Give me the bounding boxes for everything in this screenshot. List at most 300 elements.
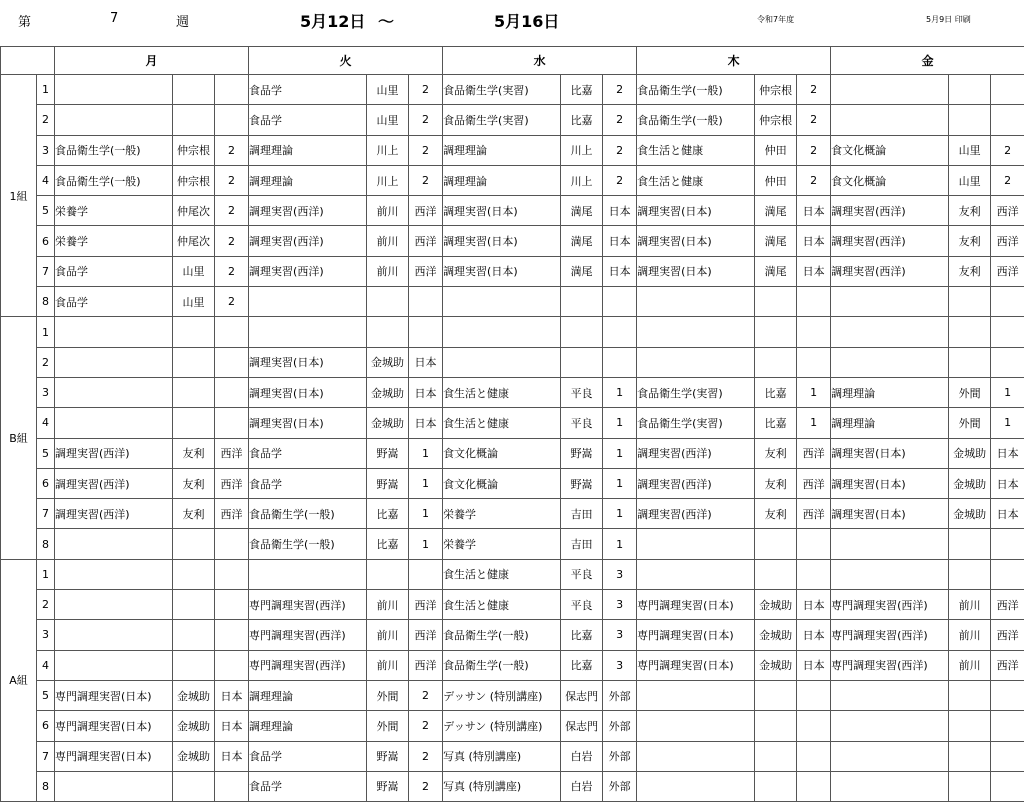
subject-cell — [55, 590, 173, 620]
subject-cell: 調理理論 — [249, 680, 367, 710]
day-header: 金 — [831, 47, 1024, 75]
subject-cell: 栄養学 — [443, 529, 561, 559]
teacher-cell — [173, 75, 215, 105]
room-cell — [215, 75, 249, 105]
teacher-cell: 山里 — [173, 287, 215, 317]
subject-cell: 栄養学 — [443, 499, 561, 529]
teacher-cell: 保志門 — [561, 711, 603, 741]
period-number: 2 — [37, 105, 55, 135]
day-header: 水 — [443, 47, 637, 75]
teacher-cell: 野嵩 — [561, 468, 603, 498]
teacher-cell: 金城助 — [755, 590, 797, 620]
room-cell: 日本 — [797, 590, 831, 620]
subject-cell: 調理実習(西洋) — [831, 196, 949, 226]
teacher-cell — [173, 529, 215, 559]
subject-cell: 食文化概論 — [831, 165, 949, 195]
subject-cell: 調理実習(日本) — [443, 196, 561, 226]
teacher-cell: 友利 — [949, 226, 991, 256]
subject-cell: 調理理論 — [831, 408, 949, 438]
subject-cell: 食品衛生学(一般) — [249, 529, 367, 559]
subject-cell: 調理実習(日本) — [443, 226, 561, 256]
subject-cell: 食品衛生学(一般) — [249, 499, 367, 529]
teacher-cell — [561, 317, 603, 347]
subject-cell: 食品学 — [249, 105, 367, 135]
room-cell: 西洋 — [991, 590, 1024, 620]
subject-cell: 専門調理実習(西洋) — [249, 590, 367, 620]
room-cell: 日本 — [215, 741, 249, 771]
teacher-cell: 金城助 — [173, 741, 215, 771]
room-cell — [991, 317, 1024, 347]
room-cell: 2 — [409, 135, 443, 165]
teacher-cell — [561, 347, 603, 377]
period-number: 1 — [37, 75, 55, 105]
subject-cell — [637, 771, 755, 801]
subject-cell — [637, 529, 755, 559]
subject-cell — [637, 287, 755, 317]
subject-cell: 専門調理実習(西洋) — [831, 620, 949, 650]
teacher-cell: 外間 — [367, 680, 409, 710]
subject-cell: 専門調理実習(日本) — [55, 741, 173, 771]
subject-cell: 専門調理実習(日本) — [637, 590, 755, 620]
room-cell: 西洋 — [409, 226, 443, 256]
room-cell: 2 — [603, 165, 637, 195]
room-cell: 2 — [409, 771, 443, 801]
room-cell: 2 — [409, 680, 443, 710]
period-number: 5 — [37, 196, 55, 226]
room-cell: 2 — [409, 105, 443, 135]
teacher-cell: 金城助 — [755, 650, 797, 680]
room-cell: 3 — [603, 650, 637, 680]
teacher-cell: 金城助 — [367, 377, 409, 407]
teacher-cell — [755, 347, 797, 377]
table-row — [1, 499, 1024, 529]
table-row — [1, 287, 1024, 317]
teacher-cell: 仲宗根 — [755, 105, 797, 135]
teacher-cell: 平良 — [561, 559, 603, 589]
room-cell: 西洋 — [991, 650, 1024, 680]
teacher-cell: 平良 — [561, 377, 603, 407]
subject-cell: 食品衛生学(実習) — [443, 105, 561, 135]
day-header-row — [1, 47, 1024, 75]
period-number: 2 — [37, 590, 55, 620]
room-cell — [797, 771, 831, 801]
teacher-cell: 比嘉 — [561, 75, 603, 105]
room-cell: 外部 — [603, 680, 637, 710]
teacher-cell: 比嘉 — [755, 377, 797, 407]
subject-cell: 調理実習(西洋) — [249, 196, 367, 226]
period-number: 5 — [37, 680, 55, 710]
subject-cell — [55, 529, 173, 559]
room-cell — [797, 559, 831, 589]
teacher-cell: 友利 — [755, 438, 797, 468]
teacher-cell: 前川 — [367, 590, 409, 620]
teacher-cell: 比嘉 — [561, 620, 603, 650]
room-cell — [603, 347, 637, 377]
subject-cell: 調理理論 — [249, 711, 367, 741]
teacher-cell — [173, 347, 215, 377]
teacher-cell: 満尾 — [755, 226, 797, 256]
teacher-cell — [949, 711, 991, 741]
room-cell: 西洋 — [409, 256, 443, 286]
room-cell — [215, 347, 249, 377]
period-number: 6 — [37, 711, 55, 741]
subject-cell: 調理実習(西洋) — [637, 499, 755, 529]
teacher-cell — [949, 347, 991, 377]
subject-cell: 調理実習(西洋) — [55, 438, 173, 468]
teacher-cell: 比嘉 — [367, 529, 409, 559]
room-cell: 日本 — [991, 438, 1024, 468]
teacher-cell — [755, 741, 797, 771]
table-row — [1, 620, 1024, 650]
subject-cell — [55, 105, 173, 135]
table-row — [1, 135, 1024, 165]
teacher-cell: 前川 — [367, 226, 409, 256]
teacher-cell: 金城助 — [367, 408, 409, 438]
subject-cell: 調理理論 — [443, 135, 561, 165]
room-cell: 日本 — [409, 347, 443, 377]
teacher-cell: 山里 — [949, 135, 991, 165]
teacher-cell — [755, 711, 797, 741]
subject-cell: 専門調理実習(日本) — [55, 680, 173, 710]
room-cell: 西洋 — [215, 438, 249, 468]
room-cell — [797, 711, 831, 741]
group-label: A組 — [1, 559, 37, 801]
teacher-cell: 金城助 — [173, 680, 215, 710]
teacher-cell: 仲尾次 — [173, 226, 215, 256]
teacher-cell: 友利 — [173, 499, 215, 529]
room-cell: 西洋 — [409, 650, 443, 680]
table-row — [1, 226, 1024, 256]
teacher-cell: 山里 — [949, 165, 991, 195]
period-number: 3 — [37, 135, 55, 165]
room-cell: 2 — [797, 135, 831, 165]
room-cell: 外部 — [603, 771, 637, 801]
subject-cell — [831, 559, 949, 589]
teacher-cell: 比嘉 — [755, 408, 797, 438]
group-label: B組 — [1, 317, 37, 559]
room-cell: 2 — [215, 226, 249, 256]
period-number: 2 — [37, 347, 55, 377]
subject-cell — [443, 347, 561, 377]
subject-cell — [55, 650, 173, 680]
teacher-cell: 仲宗根 — [755, 75, 797, 105]
table-row — [1, 529, 1024, 559]
teacher-cell — [755, 317, 797, 347]
teacher-cell — [173, 377, 215, 407]
period-number: 8 — [37, 771, 55, 801]
period-number: 3 — [37, 377, 55, 407]
room-cell: 2 — [797, 165, 831, 195]
teacher-cell — [367, 287, 409, 317]
subject-cell — [443, 317, 561, 347]
subject-cell — [55, 377, 173, 407]
teacher-cell: 金城助 — [755, 620, 797, 650]
teacher-cell: 比嘉 — [367, 499, 409, 529]
room-cell: 1 — [409, 468, 443, 498]
subject-cell: 食品学 — [55, 287, 173, 317]
room-cell: 日本 — [797, 620, 831, 650]
subject-cell — [831, 105, 949, 135]
subject-cell: デッサン (特別講座) — [443, 711, 561, 741]
subject-cell — [831, 529, 949, 559]
print-date: 5月9日 印刷 — [926, 15, 971, 24]
room-cell: 1 — [991, 377, 1024, 407]
room-cell — [215, 650, 249, 680]
teacher-cell: 仲田 — [755, 135, 797, 165]
teacher-cell — [755, 287, 797, 317]
teacher-cell: 野嵩 — [367, 468, 409, 498]
subject-cell: 食品衛生学(実習) — [637, 377, 755, 407]
period-number: 8 — [37, 287, 55, 317]
teacher-cell: 白岩 — [561, 741, 603, 771]
teacher-cell — [173, 559, 215, 589]
teacher-cell: 比嘉 — [561, 650, 603, 680]
teacher-cell — [173, 105, 215, 135]
subject-cell: 調理実習(西洋) — [55, 499, 173, 529]
subject-cell — [831, 287, 949, 317]
table-row — [1, 711, 1024, 741]
subject-cell: デッサン (特別講座) — [443, 680, 561, 710]
room-cell — [991, 105, 1024, 135]
teacher-cell: 山里 — [367, 105, 409, 135]
period-number: 7 — [37, 256, 55, 286]
room-cell — [991, 680, 1024, 710]
teacher-cell: 前川 — [367, 256, 409, 286]
room-cell: 1 — [603, 377, 637, 407]
subject-cell — [637, 559, 755, 589]
room-cell: 日本 — [409, 408, 443, 438]
room-cell — [991, 287, 1024, 317]
teacher-cell: 川上 — [367, 165, 409, 195]
period-number: 3 — [37, 620, 55, 650]
subject-cell: 食品学 — [249, 438, 367, 468]
subject-cell: 調理実習(日本) — [637, 226, 755, 256]
subject-cell: 調理実習(日本) — [637, 256, 755, 286]
room-cell — [603, 317, 637, 347]
end-date: 5月16日 — [494, 12, 560, 31]
subject-cell: 調理実習(日本) — [831, 499, 949, 529]
teacher-cell — [949, 741, 991, 771]
teacher-cell: 平良 — [561, 408, 603, 438]
teacher-cell — [367, 317, 409, 347]
week-suffix: 週 — [176, 15, 190, 30]
teacher-cell: 川上 — [561, 165, 603, 195]
teacher-cell: 外間 — [949, 377, 991, 407]
teacher-cell: 野嵩 — [367, 438, 409, 468]
subject-cell: 食生活と健康 — [637, 165, 755, 195]
teacher-cell: 仲宗根 — [173, 135, 215, 165]
subject-cell: 調理実習(西洋) — [637, 438, 755, 468]
room-cell: 2 — [215, 165, 249, 195]
room-cell: 2 — [603, 135, 637, 165]
table-row — [1, 317, 1024, 347]
subject-cell: 専門調理実習(西洋) — [249, 650, 367, 680]
teacher-cell: 前川 — [367, 620, 409, 650]
subject-cell: 食品学 — [249, 771, 367, 801]
teacher-cell — [173, 620, 215, 650]
teacher-cell: 野嵩 — [561, 438, 603, 468]
subject-cell — [637, 711, 755, 741]
teacher-cell: 平良 — [561, 590, 603, 620]
teacher-cell: 仲尾次 — [173, 196, 215, 226]
teacher-cell: 吉田 — [561, 529, 603, 559]
room-cell: 1 — [409, 529, 443, 559]
teacher-cell: 川上 — [561, 135, 603, 165]
room-cell: 2 — [797, 105, 831, 135]
subject-cell — [55, 771, 173, 801]
subject-cell: 食品衛生学(一般) — [637, 105, 755, 135]
period-number: 5 — [37, 438, 55, 468]
room-cell: 日本 — [215, 711, 249, 741]
teacher-cell: 満尾 — [755, 256, 797, 286]
teacher-cell: 川上 — [367, 135, 409, 165]
sheet-header — [0, 0, 1024, 46]
subject-cell: 専門調理実習(西洋) — [831, 590, 949, 620]
room-cell: 1 — [409, 499, 443, 529]
subject-cell — [831, 741, 949, 771]
subject-cell: 調理実習(西洋) — [249, 256, 367, 286]
subject-cell: 食品学 — [249, 75, 367, 105]
teacher-cell — [173, 590, 215, 620]
room-cell: 日本 — [409, 377, 443, 407]
room-cell — [797, 317, 831, 347]
teacher-cell — [949, 559, 991, 589]
room-cell — [991, 347, 1024, 377]
room-cell: 西洋 — [991, 256, 1024, 286]
room-cell: 日本 — [797, 196, 831, 226]
subject-cell: 食文化概論 — [443, 438, 561, 468]
room-cell: 2 — [409, 75, 443, 105]
teacher-cell: 前川 — [367, 650, 409, 680]
subject-cell: 写真 (特別講座) — [443, 771, 561, 801]
table-row — [1, 196, 1024, 226]
subject-cell: 食品学 — [249, 468, 367, 498]
room-cell: 日本 — [797, 226, 831, 256]
subject-cell: 食品衛生学(実習) — [443, 75, 561, 105]
teacher-cell: 金城助 — [949, 438, 991, 468]
subject-cell: 調理実習(西洋) — [55, 468, 173, 498]
room-cell — [409, 559, 443, 589]
table-row — [1, 680, 1024, 710]
table-row — [1, 771, 1024, 801]
subject-cell: 専門調理実習(西洋) — [249, 620, 367, 650]
teacher-cell — [949, 680, 991, 710]
teacher-cell: 白岩 — [561, 771, 603, 801]
subject-cell: 食生活と健康 — [443, 377, 561, 407]
subject-cell — [55, 75, 173, 105]
period-number: 6 — [37, 226, 55, 256]
room-cell — [991, 529, 1024, 559]
subject-cell: 専門調理実習(西洋) — [831, 650, 949, 680]
teacher-cell: 金城助 — [949, 468, 991, 498]
teacher-cell — [755, 771, 797, 801]
subject-cell — [443, 287, 561, 317]
subject-cell — [637, 317, 755, 347]
room-cell: 西洋 — [797, 468, 831, 498]
teacher-cell: 満尾 — [561, 256, 603, 286]
teacher-cell — [367, 559, 409, 589]
room-cell — [215, 408, 249, 438]
room-cell — [215, 105, 249, 135]
teacher-cell — [173, 650, 215, 680]
teacher-cell: 野嵩 — [367, 741, 409, 771]
room-cell: 2 — [215, 196, 249, 226]
room-cell: 西洋 — [409, 196, 443, 226]
day-header: 月 — [55, 47, 249, 75]
room-cell: 1 — [603, 408, 637, 438]
teacher-cell: 金城助 — [949, 499, 991, 529]
room-cell — [215, 771, 249, 801]
subject-cell: 調理実習(日本) — [249, 377, 367, 407]
subject-cell — [831, 75, 949, 105]
subject-cell: 調理理論 — [249, 165, 367, 195]
teacher-cell — [949, 287, 991, 317]
subject-cell: 調理理論 — [443, 165, 561, 195]
teacher-cell: 前川 — [367, 196, 409, 226]
room-cell: 日本 — [797, 650, 831, 680]
teacher-cell — [949, 317, 991, 347]
teacher-cell — [755, 680, 797, 710]
teacher-cell — [949, 75, 991, 105]
table-row — [1, 408, 1024, 438]
room-cell — [409, 317, 443, 347]
room-cell — [797, 529, 831, 559]
period-number: 1 — [37, 559, 55, 589]
table-row — [1, 590, 1024, 620]
room-cell: 西洋 — [215, 468, 249, 498]
teacher-cell: 満尾 — [561, 196, 603, 226]
room-cell — [991, 711, 1024, 741]
teacher-cell: 満尾 — [755, 196, 797, 226]
table-row — [1, 105, 1024, 135]
subject-cell: 食品衛生学(一般) — [443, 650, 561, 680]
subject-cell: 食品衛生学(一般) — [55, 135, 173, 165]
room-cell: 2 — [409, 165, 443, 195]
subject-cell: 食生活と健康 — [637, 135, 755, 165]
room-cell: 2 — [603, 105, 637, 135]
group-label: 1組 — [1, 75, 37, 317]
week-number: 7 — [110, 11, 119, 26]
teacher-cell: 野嵩 — [367, 771, 409, 801]
week-prefix: 第 — [18, 15, 32, 30]
subject-cell: 食文化概論 — [831, 135, 949, 165]
subject-cell: 食品衛生学(一般) — [55, 165, 173, 195]
day-header: 火 — [249, 47, 443, 75]
room-cell — [409, 287, 443, 317]
room-cell: 日本 — [991, 468, 1024, 498]
start-date: 5月12日 — [300, 12, 366, 31]
subject-cell — [831, 680, 949, 710]
subject-cell: 調理実習(日本) — [443, 256, 561, 286]
subject-cell — [249, 317, 367, 347]
subject-cell: 食生活と健康 — [443, 408, 561, 438]
subject-cell: 食生活と健康 — [443, 590, 561, 620]
room-cell: 西洋 — [409, 590, 443, 620]
subject-cell — [249, 287, 367, 317]
subject-cell: 調理実習(日本) — [249, 408, 367, 438]
timetable-body — [1, 75, 1024, 802]
subject-cell: 調理実習(西洋) — [637, 468, 755, 498]
table-row — [1, 559, 1024, 589]
teacher-cell: 山里 — [173, 256, 215, 286]
room-cell: 2 — [991, 165, 1024, 195]
subject-cell: 調理理論 — [831, 377, 949, 407]
room-cell: 2 — [409, 711, 443, 741]
period-number: 8 — [37, 529, 55, 559]
subject-cell: 調理実習(日本) — [831, 438, 949, 468]
room-cell: 1 — [797, 377, 831, 407]
teacher-cell: 金城助 — [173, 711, 215, 741]
